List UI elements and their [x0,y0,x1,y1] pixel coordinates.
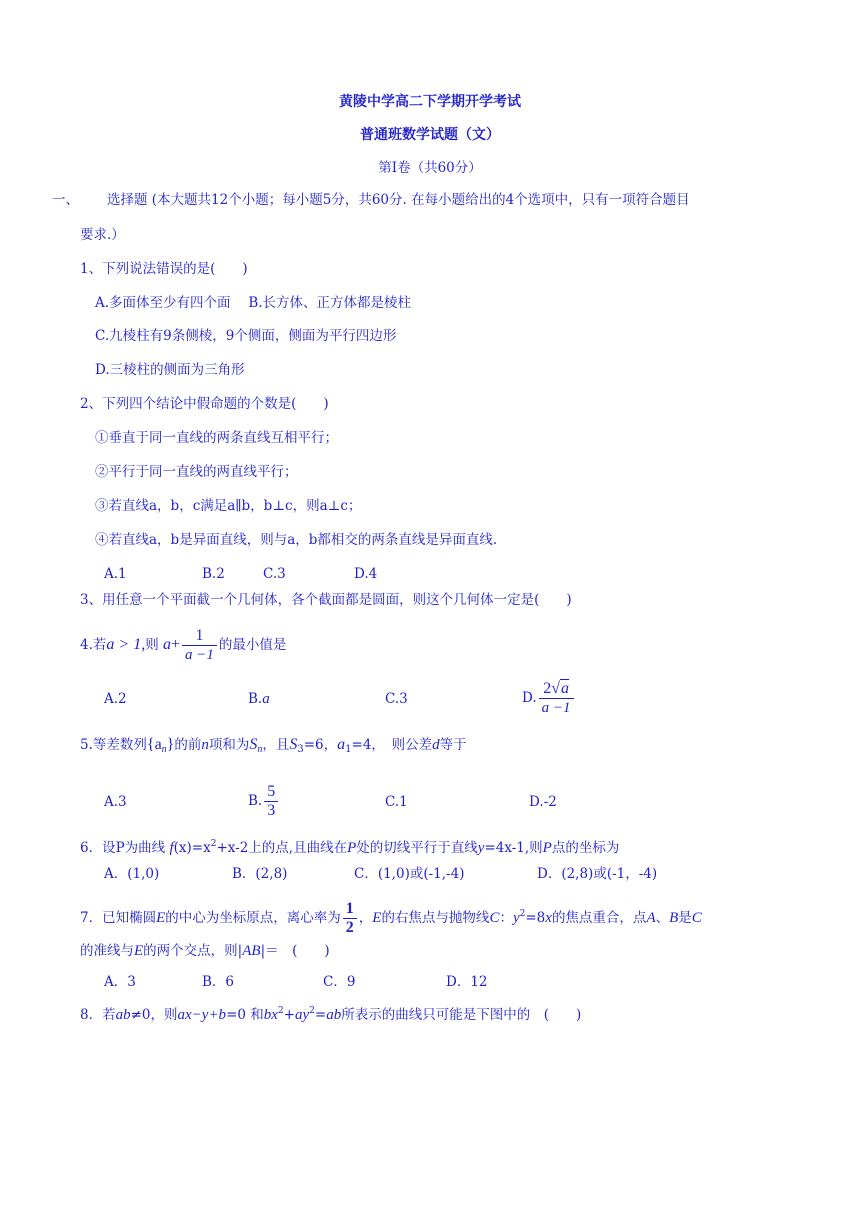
q5-option-b: B. $\frac{5}{3}$ [248,779,280,823]
q2-statement-1: ①垂直于同一直线的两条直线互相平行； [95,430,338,446]
q1-stem: 1、下列说法错误的是( ) [80,261,248,277]
q6-option-a: A．(1,0) [104,866,160,882]
q6-option-d: D．(2,8)或(-1，-4) [537,866,658,882]
school-title: 黄陵中学高二下学期开学考试 [339,94,521,110]
q2-option-c: C.3 [263,566,286,582]
part-instruction-line1: 选择题 (本大题共12个小题；每小题5分，共60分. 在每小题给出的4个选项中，只有一项符合题目 [107,192,690,208]
part-number: 一、 [52,192,79,208]
q6-option-b: B．(2,8) [232,866,288,882]
part-instruction-line2: 要求.） [80,227,125,243]
q7-stem-line2: 的准线与E的两个交点，则|AB|＝ ( ) [80,943,330,959]
q8-stem: 8．若ab≠0，则ax−y+b=0 和$bx^2+ay^2=ab$所表示的曲线只可能是下图中的 ( ) [80,1006,582,1023]
q7-option-b: B．6 [202,974,235,990]
q1-option-c: C.九棱柱有9条侧棱，9个侧面，侧面为平行四边形 [95,328,397,344]
q5-option-c: C.1 [385,794,408,810]
section-title: 第I卷（共60分） [378,160,482,176]
q5-option-d: D.-2 [529,794,557,810]
q2-option-a: A.1 [104,566,127,582]
q2-option-b: B.2 [202,566,225,582]
q5-stem: 5.等差数列$\{a_n\}$的前n项和为$S_n$，且$S_3=6$，$a_1=4$， 则公差d等于 [80,736,467,755]
q6-option-c: C．(1,0)或(-1,-4) [354,866,465,882]
q1-options-ab: A.多面体至少有四个面 B.长方体、正方体都是棱柱 [95,295,412,311]
q7-eccentricity-fraction: $\frac{1}{2}$ [343,900,357,937]
q5-option-a: A.3 [104,794,127,810]
q2-statement-3: ③若直线a，b，c满足a∥b，b⊥c，则a⊥c； [95,498,362,514]
q4-option-c: C.3 [385,691,408,707]
q7-option-a: A．3 [104,974,136,990]
q2-stem: 2、下列四个结论中假命题的个数是( ) [80,396,329,412]
q3-stem: 3、用任意一个平面截一个几何体，各个截面都是圆面，则这个几何体一定是( ) [80,592,572,608]
q4-stem: 4.若a > 1,则 a+ $\frac{1}{a -1}$ 的最小值是 [80,627,287,663]
q6-stem: 6．设P为曲线 $f(x)=x^2+x-2$上的点,且曲线在P处的切线平行于直线y=4x-1,则P点的坐标为 [80,839,620,856]
q4-option-a: A.2 [104,691,127,707]
q2-statement-2: ②平行于同一直线的两直线平行； [95,464,298,480]
q7-option-c: C．9 [323,974,356,990]
q7-option-d: D．12 [446,974,488,990]
q4-option-d: D. $\frac{2√a}{a -1}$ [522,676,576,720]
q7-stem-line1: 7．已知椭圆E的中心为坐标原点，离心率为 $\frac{1}{2}$ ，E的右焦点与抛物线C：$y^2=8x$的焦点重合，点A、B是C [80,900,702,936]
q4-option-b: B.a [248,691,270,707]
q4-fraction: $\frac{1}{a -1}$ [182,627,217,664]
q2-statement-4: ④若直线a，b是异面直线，则与a，b都相交的两条直线是异面直线. [95,532,498,548]
subject-title: 普通班数学试题（文） [360,127,500,143]
q1-option-d: D.三棱柱的侧面为三角形 [95,362,245,378]
q2-option-d: D.4 [354,566,378,582]
